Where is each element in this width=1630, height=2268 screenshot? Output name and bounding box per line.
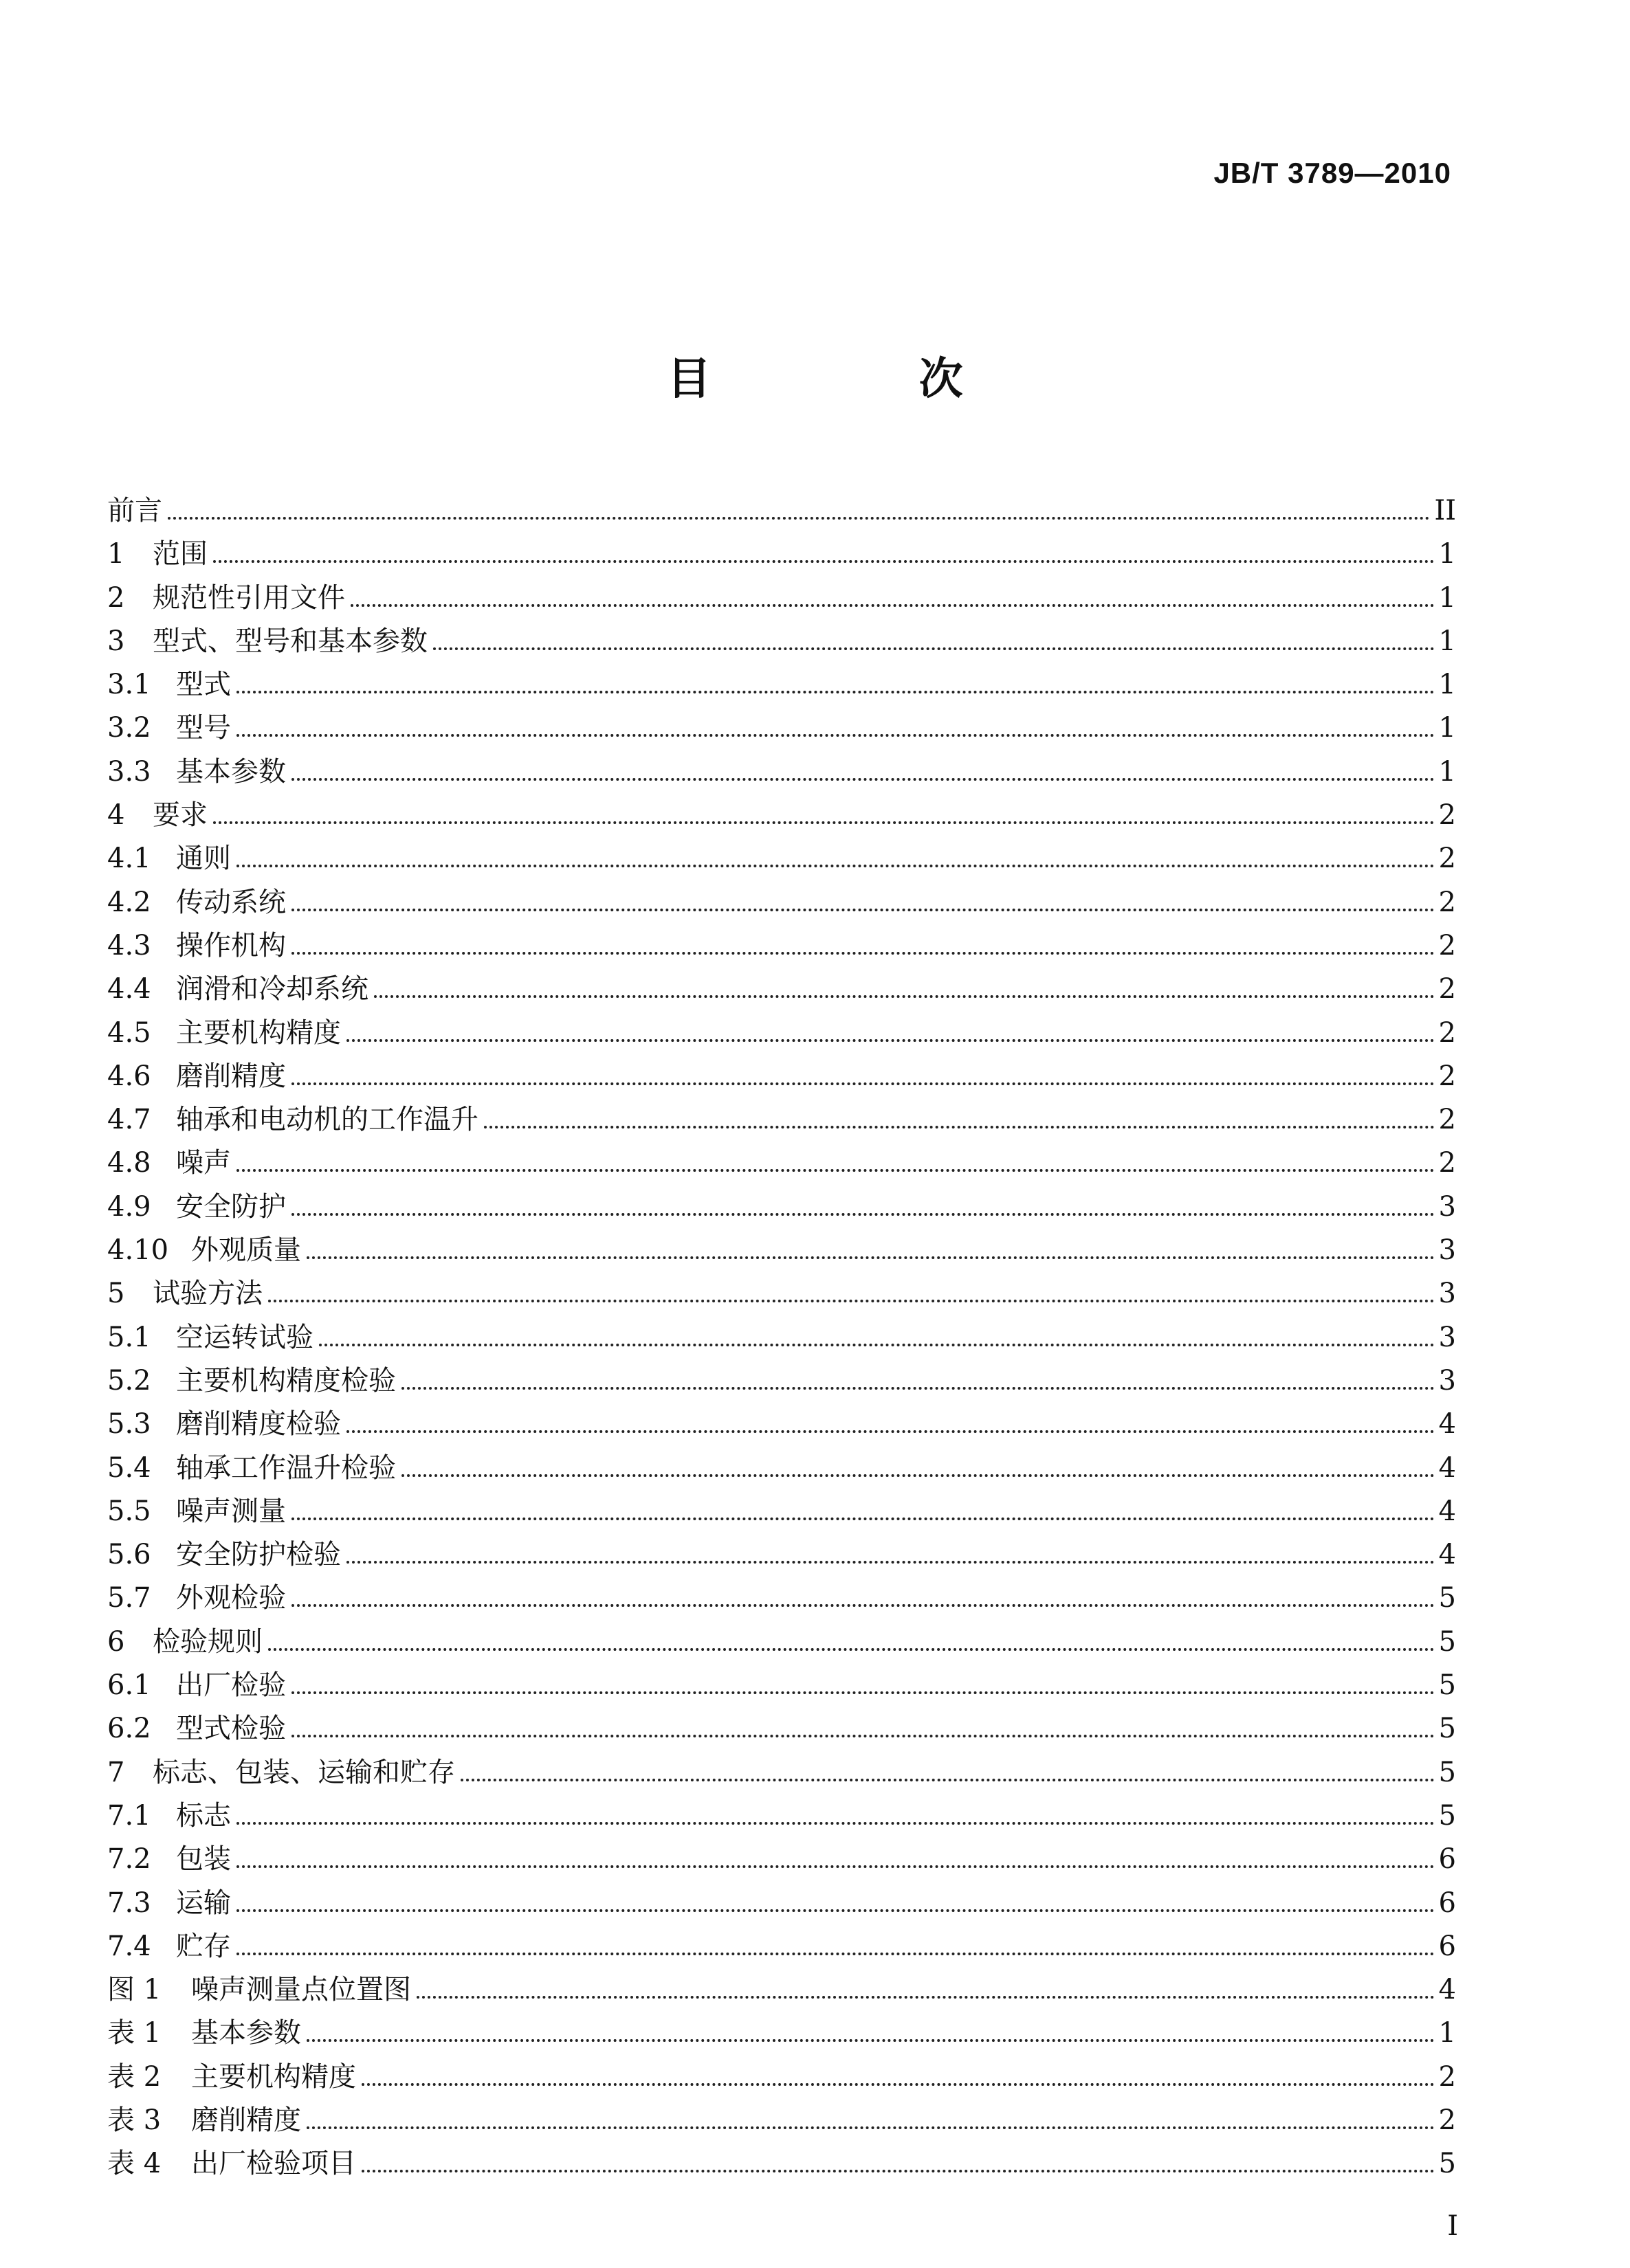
toc-entry-page: 2 — [1438, 799, 1456, 832]
dot-leader — [351, 603, 1435, 607]
toc-entry-label: 基本参数 — [176, 755, 286, 788]
dot-leader — [236, 864, 1435, 867]
toc-entry[interactable] — [107, 1447, 1456, 1490]
toc-entry-number: 7.1 — [107, 1799, 151, 1832]
toc-entry[interactable] — [107, 1751, 1456, 1794]
toc-entry[interactable] — [107, 968, 1456, 1011]
toc-entry-page: 1 — [1438, 712, 1456, 744]
dot-leader — [346, 1560, 1435, 1564]
toc-entry-number: 4.5 — [107, 1016, 151, 1049]
toc-entry-number: 5.5 — [107, 1495, 151, 1527]
toc-entry-page: 2 — [1438, 1060, 1456, 1092]
toc-entry-label: 磨削精度 — [176, 1060, 286, 1092]
toc-entry-label: 通则 — [176, 843, 231, 875]
toc-entry-label: 磨削精度检验 — [176, 1408, 341, 1441]
toc-entry-page: 5 — [1438, 1799, 1456, 1832]
toc-entry-page: 2 — [1438, 929, 1456, 961]
toc-entry-label: 外观质量 — [191, 1234, 301, 1267]
toc-entry[interactable] — [107, 794, 1456, 837]
dot-leader — [291, 951, 1435, 955]
toc-entry-page: 1 — [1438, 581, 1456, 614]
toc-entry-page: 3 — [1438, 1321, 1456, 1353]
toc-entry-page: 5 — [1438, 1713, 1456, 1745]
dot-leader — [291, 1734, 1435, 1737]
toc-entry-number: 表 1 — [107, 2017, 162, 2049]
toc-entry-page: 1 — [1438, 2017, 1456, 2049]
toc-entry-label: 主要机构精度 — [191, 2060, 356, 2093]
toc-entry[interactable] — [107, 1794, 1456, 1838]
toc-entry-page: 1 — [1438, 625, 1456, 657]
toc-entry-number: 7 — [107, 1756, 125, 1788]
toc-entry[interactable] — [107, 707, 1456, 750]
toc-entry-page: 6 — [1438, 1843, 1456, 1876]
toc-entry[interactable] — [107, 1925, 1456, 1968]
toc-entry-page: 1 — [1438, 755, 1456, 788]
toc-entry[interactable] — [107, 1055, 1456, 1098]
page-title: 目 次 — [667, 354, 1059, 405]
dot-leader — [307, 2126, 1435, 2129]
toc-entry-label: 贮存 — [176, 1930, 231, 1962]
toc-entry-number: 6 — [107, 1625, 125, 1658]
toc-entry-number: 4.6 — [107, 1060, 151, 1092]
toc-entry-number: 5.7 — [107, 1582, 151, 1614]
toc-entry-label: 磨削精度 — [191, 2104, 301, 2136]
dot-leader — [213, 821, 1435, 824]
toc-entry-page: 2 — [1438, 1016, 1456, 1049]
toc-entry[interactable] — [107, 533, 1456, 576]
dot-leader — [236, 733, 1435, 737]
toc-entry-number: 3.3 — [107, 755, 151, 788]
toc-entry[interactable] — [107, 1968, 1456, 2012]
toc-entry-label: 操作机构 — [176, 929, 286, 961]
toc-entry-page: 3 — [1438, 1278, 1456, 1310]
toc-entry-label: 出厂检验项目 — [191, 2148, 356, 2180]
toc-entry-page: 3 — [1438, 1364, 1456, 1397]
dot-leader — [346, 1430, 1435, 1433]
toc-entry-number: 5.6 — [107, 1539, 151, 1571]
toc-entry[interactable] — [107, 1012, 1456, 1055]
toc-entry-page: 5 — [1438, 1756, 1456, 1788]
dot-leader — [268, 1647, 1435, 1651]
toc-entry-label: 运输 — [176, 1887, 231, 1919]
toc-entry-label: 型式、型号和基本参数 — [153, 625, 428, 657]
toc-entry[interactable] — [107, 1707, 1456, 1750]
toc-entry-label: 主要机构精度 — [176, 1016, 341, 1049]
toc-entry[interactable] — [107, 1838, 1456, 1881]
toc-entry-page: 2 — [1438, 973, 1456, 1005]
toc-entry[interactable] — [107, 924, 1456, 968]
toc-entry-label: 检验规则 — [153, 1625, 263, 1658]
dot-leader — [291, 1212, 1435, 1216]
dot-leader — [291, 1082, 1435, 1085]
dot-leader — [291, 1517, 1435, 1520]
toc-entry-number: 6.2 — [107, 1713, 151, 1745]
toc-entry-number: 表 4 — [107, 2148, 162, 2180]
dot-leader — [362, 2082, 1435, 2086]
toc-entry-page: 5 — [1438, 2148, 1456, 2180]
toc-entry-label: 润滑和冷却系统 — [176, 973, 368, 1005]
toc-entry-label: 出厂检验 — [176, 1669, 286, 1702]
toc-entry-label: 噪声 — [176, 1147, 231, 1179]
toc-entry[interactable] — [107, 1577, 1456, 1620]
toc-entry-page: 2 — [1438, 2104, 1456, 2136]
toc-entry-page: 5 — [1438, 1625, 1456, 1658]
toc-entry-page: 5 — [1438, 1582, 1456, 1614]
toc-entry[interactable] — [107, 1882, 1456, 1925]
toc-entry-page: 2 — [1438, 843, 1456, 875]
dot-leader — [291, 908, 1435, 911]
toc-entry[interactable] — [107, 577, 1456, 620]
toc-entry-label: 标志、包装、运输和贮存 — [153, 1756, 455, 1788]
toc-entry-page: 3 — [1438, 1190, 1456, 1223]
dot-leader — [484, 1125, 1435, 1129]
dot-leader — [417, 1995, 1435, 1999]
dot-leader — [346, 1038, 1435, 1042]
toc-entry[interactable] — [107, 1490, 1456, 1533]
toc-entry[interactable] — [107, 2142, 1456, 2186]
toc-entry[interactable] — [107, 1621, 1456, 1664]
dot-leader — [236, 690, 1435, 693]
toc-entry[interactable] — [107, 751, 1456, 794]
toc-entry-number: 3.1 — [107, 669, 151, 701]
toc-entry-label: 轴承工作温升检验 — [176, 1452, 396, 1484]
toc-entry-label: 型式检验 — [176, 1713, 286, 1745]
toc-entry-label: 包装 — [176, 1843, 231, 1876]
toc-entry-page: 1 — [1438, 538, 1456, 570]
toc-entry-number: 2 — [107, 581, 125, 614]
toc-entry-label: 规范性引用文件 — [153, 581, 345, 614]
toc-entry[interactable] — [107, 1272, 1456, 1315]
dot-leader — [236, 1821, 1435, 1825]
toc-entry[interactable] — [107, 1316, 1456, 1359]
toc-entry-number: 4.9 — [107, 1190, 151, 1223]
toc-entry[interactable] — [107, 1098, 1456, 1142]
toc-entry-number: 5.3 — [107, 1408, 151, 1441]
toc-entry-number: 6.1 — [107, 1669, 151, 1702]
dot-leader — [401, 1386, 1435, 1390]
toc-entry[interactable] — [107, 1403, 1456, 1446]
toc-entry[interactable] — [107, 881, 1456, 924]
toc-entry-page: 4 — [1438, 1974, 1456, 2006]
toc-entry-number: 4.2 — [107, 886, 151, 918]
toc-entry-label: 前言 — [107, 495, 162, 526]
toc-entry-number: 4.10 — [107, 1234, 169, 1267]
toc-entry[interactable] — [107, 1533, 1456, 1577]
toc-entry-page: 4 — [1438, 1408, 1456, 1441]
toc-entry-number: 1 — [107, 538, 125, 570]
toc-entry-label: 型式 — [176, 669, 231, 701]
toc-entry-page: 2 — [1438, 1147, 1456, 1179]
dot-leader — [319, 1343, 1435, 1346]
toc-entry-page: 3 — [1438, 1234, 1456, 1267]
toc-entry-number: 4 — [107, 799, 125, 832]
toc-entry-page: 5 — [1438, 1669, 1456, 1702]
dot-leader — [236, 1168, 1435, 1172]
toc-entry-label: 空运转试验 — [176, 1321, 313, 1353]
toc-entry-label: 基本参数 — [191, 2017, 301, 2049]
toc-entry-number: 4.4 — [107, 973, 151, 1005]
toc-entry-number: 5.2 — [107, 1364, 151, 1397]
toc-entry-number: 3 — [107, 625, 125, 657]
dot-leader — [362, 2169, 1435, 2172]
toc-entry-page: II — [1434, 495, 1456, 526]
toc-entry[interactable] — [107, 620, 1456, 663]
toc-entry[interactable] — [107, 2056, 1456, 2099]
toc-entry[interactable] — [107, 2012, 1456, 2055]
dot-leader — [291, 1603, 1435, 1607]
toc-entry-label: 型号 — [176, 712, 231, 744]
toc-entry-label: 轴承和电动机的工作温升 — [176, 1104, 478, 1136]
toc-entry[interactable] — [107, 1359, 1456, 1403]
dot-leader — [268, 1299, 1435, 1302]
toc-entry-page: 4 — [1438, 1495, 1456, 1527]
standard-code: JB/T 3789—2010 — [1213, 157, 1451, 189]
toc-entry-number: 表 3 — [107, 2104, 162, 2136]
toc-entry-label: 噪声测量 — [176, 1495, 286, 1527]
toc-entry-page: 1 — [1438, 669, 1456, 701]
toc-entry-label: 主要机构精度检验 — [176, 1364, 396, 1397]
toc-entry-label: 安全防护检验 — [176, 1539, 341, 1571]
dot-leader — [236, 1909, 1435, 1912]
dot-leader — [291, 777, 1435, 781]
toc-entry[interactable] — [107, 1142, 1456, 1185]
toc-entry-number: 4.1 — [107, 843, 151, 875]
toc-entry-number: 7.4 — [107, 1930, 151, 1962]
toc-entry-label: 外观检验 — [176, 1582, 286, 1614]
toc-entry-page: 4 — [1438, 1452, 1456, 1484]
toc-entry-page: 2 — [1438, 2060, 1456, 2093]
table-of-contents — [107, 489, 1456, 2186]
toc-entry-label: 安全防护 — [176, 1190, 286, 1223]
toc-entry[interactable] — [107, 2099, 1456, 2142]
dot-leader — [401, 1474, 1435, 1477]
toc-entry-number: 4.8 — [107, 1147, 151, 1179]
toc-entry-label: 传动系统 — [176, 886, 286, 918]
dot-leader — [213, 559, 1435, 563]
toc-entry-page: 6 — [1438, 1887, 1456, 1919]
toc-entry[interactable] — [107, 1664, 1456, 1707]
toc-entry-number: 7.2 — [107, 1843, 151, 1876]
toc-entry-number: 5.4 — [107, 1452, 151, 1484]
toc-entry-page: 2 — [1438, 1104, 1456, 1136]
dot-leader — [168, 516, 1430, 520]
dot-leader — [374, 994, 1435, 998]
toc-entry-number: 5 — [107, 1278, 125, 1310]
toc-entry-label: 试验方法 — [153, 1278, 263, 1310]
toc-entry-label: 噪声测量点位置图 — [191, 1974, 411, 2006]
toc-entry-number: 3.2 — [107, 712, 151, 744]
toc-entry[interactable] — [107, 837, 1456, 880]
toc-entry-number: 7.3 — [107, 1887, 151, 1919]
toc-entry[interactable] — [107, 489, 1456, 533]
toc-entry-number: 4.7 — [107, 1104, 151, 1136]
dot-leader — [236, 1952, 1435, 1955]
dot-leader — [291, 1691, 1435, 1694]
dot-leader — [236, 1865, 1435, 1868]
toc-entry[interactable] — [107, 663, 1456, 707]
toc-entry-label: 要求 — [153, 799, 208, 832]
toc-entry-page: 6 — [1438, 1930, 1456, 1962]
dot-leader — [433, 647, 1435, 650]
toc-entry-page: 2 — [1438, 886, 1456, 918]
toc-entry-number: 4.3 — [107, 929, 151, 961]
dot-leader — [307, 1256, 1435, 1259]
toc-entry-page: 4 — [1438, 1539, 1456, 1571]
toc-entry[interactable] — [107, 1186, 1456, 1229]
dot-leader — [307, 2038, 1435, 2042]
dot-leader — [461, 1778, 1435, 1781]
toc-entry-label: 标志 — [176, 1799, 231, 1832]
toc-entry[interactable] — [107, 1229, 1456, 1272]
page-number: I — [1447, 2210, 1458, 2242]
toc-entry-number: 表 2 — [107, 2060, 162, 2093]
toc-entry-number: 图 1 — [107, 1974, 162, 2006]
toc-entry-number: 5.1 — [107, 1321, 151, 1353]
toc-entry-label: 范围 — [153, 538, 208, 570]
